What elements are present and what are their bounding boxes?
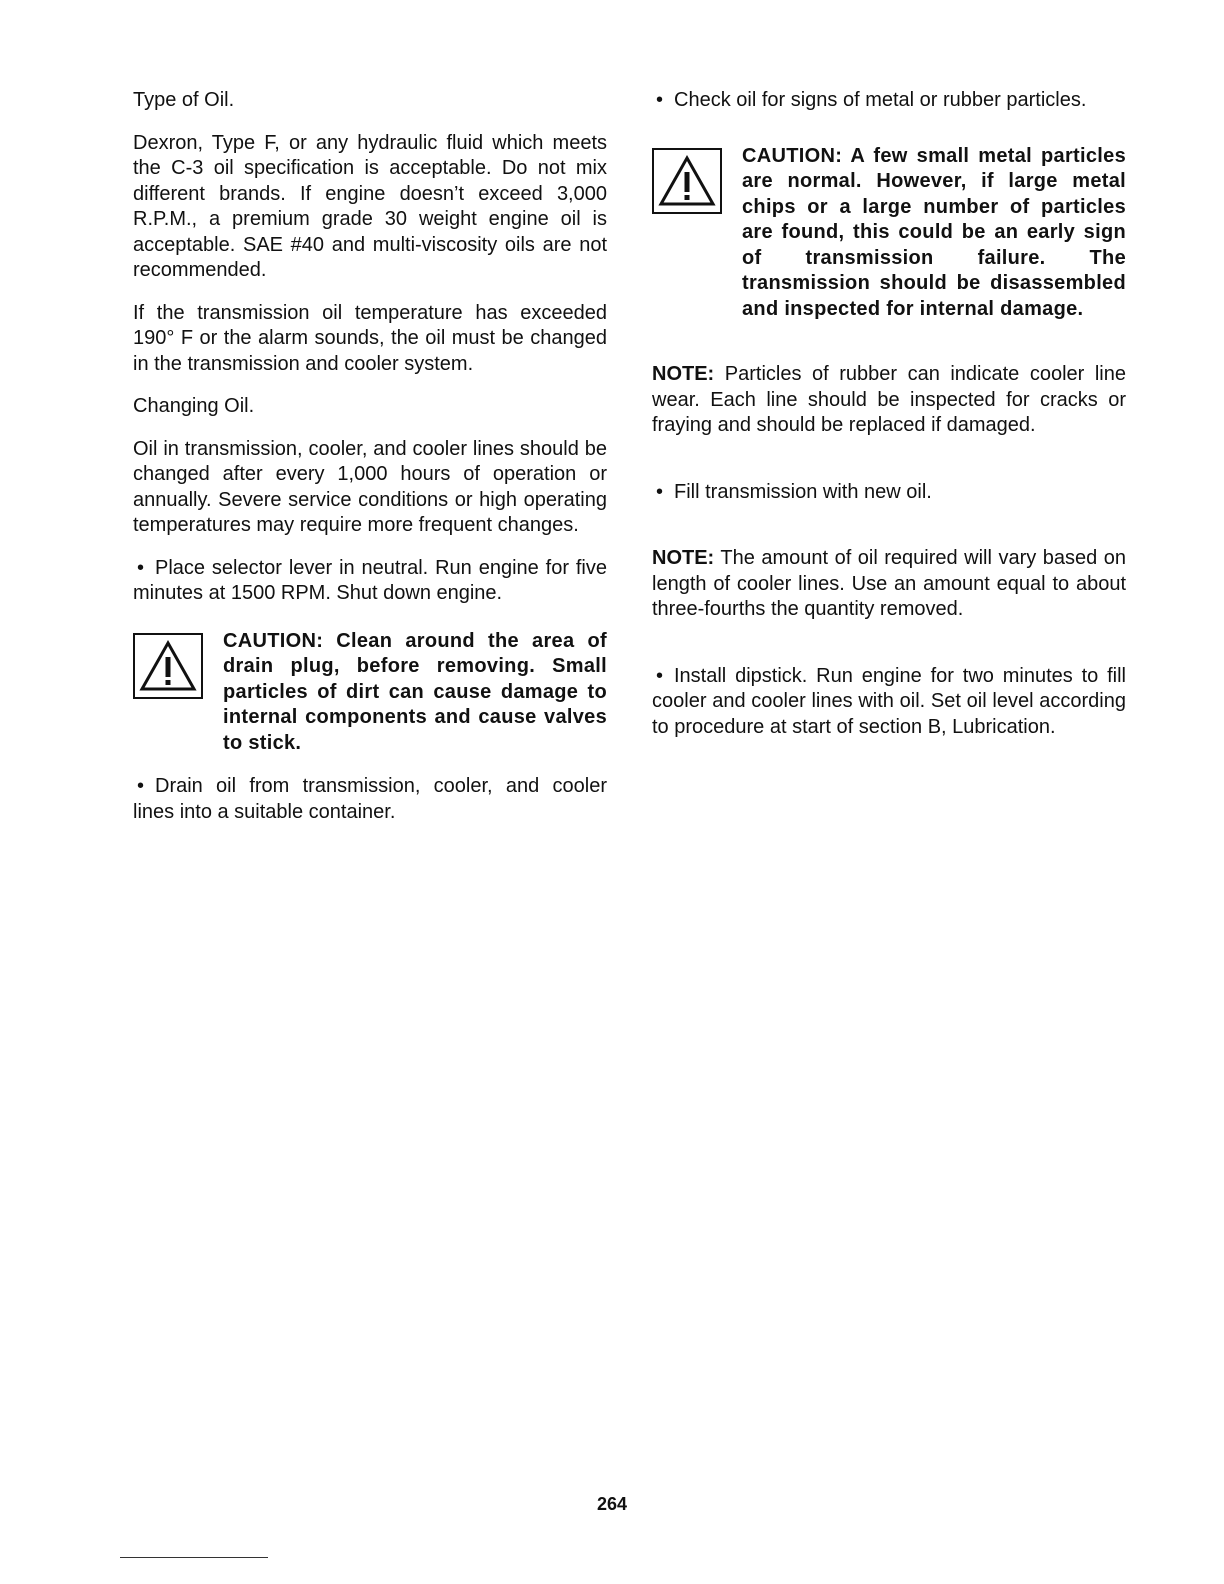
type-of-oil-paragraph: Dexron, Type F, or any hydraulic fluid which meets the C-3 oil specification is acceptable. Do not mix different brands. If engine doesn’t exceed 3,000 R.P.M., a premium grade 30 weight engine oil is acceptable. SAE #40 and multi-viscosity oils are not recommended. bbox=[133, 131, 607, 281]
note-label: NOTE: bbox=[652, 363, 715, 385]
spacer bbox=[652, 640, 1126, 664]
note-oil-amount bbox=[652, 546, 1126, 623]
warning-triangle-icon bbox=[133, 633, 203, 699]
bullet-check bbox=[652, 88, 1126, 114]
bullet-dot: • bbox=[137, 775, 145, 797]
left-column bbox=[133, 88, 607, 842]
bullet-dot: • bbox=[137, 556, 145, 579]
caution-particles-text: CAUTION: A few small metal particles are normal. However, if large metal chips or a large number of particles are found, this could be an early sign of transmission failure. The transmission should be disassembled and inspected for internal damage. bbox=[742, 144, 1126, 320]
bullet-fill bbox=[652, 480, 1126, 506]
warning-triangle-icon bbox=[652, 148, 722, 214]
spacer bbox=[652, 522, 1126, 546]
page-number: 264 bbox=[596, 1494, 628, 1514]
type-of-oil-heading: Type of Oil. bbox=[133, 89, 235, 111]
bullet-dot: • bbox=[656, 89, 664, 111]
bullet-neutral-text: Place selector lever in neutral. Run engine for five minutes at 1500 RPM. Shut down engine. bbox=[133, 556, 607, 604]
changing-oil-paragraph: Oil in transmission, cooler, and cooler lines should be changed after every 1,000 hours of operation or annually. Severe service conditions or high operating temperatures may require more frequent changes. bbox=[133, 437, 607, 536]
bullet-dot: • bbox=[656, 480, 664, 503]
bullet-fill-text: Fill transmission with new oil. bbox=[674, 480, 932, 503]
bullet-check-text: Check oil for signs of metal or rubber particles. bbox=[674, 89, 1087, 111]
bullet-dipstick bbox=[652, 664, 1126, 741]
bullet-dipstick-text: Install dipstick. Run engine for two minutes to fill cooler and cooler lines with oil. Set oil level according to procedure at start of section B, Lubrication. bbox=[652, 664, 1126, 738]
spacer bbox=[652, 456, 1126, 480]
changing-oil-heading: Changing Oil. bbox=[133, 395, 255, 417]
bullet-dot: • bbox=[656, 664, 664, 687]
bullet-drain bbox=[133, 774, 607, 825]
note-rubber-particles-text: Particles of rubber can indicate cooler line wear. Each line should be inspected for cracks or fraying and should be replaced if damaged. bbox=[652, 363, 1126, 436]
note-label: NOTE: bbox=[652, 547, 715, 569]
bullet-neutral bbox=[133, 556, 607, 607]
caution-particles-block bbox=[652, 144, 1126, 323]
caution-drain-plug-text: CAUTION: Clean around the area of drain plug, before removing. Small particles of dirt can cause damage to internal components and cause valves to stick. bbox=[223, 629, 607, 754]
right-column bbox=[652, 88, 1126, 757]
note-oil-amount-text: The amount of oil required will vary based on length of cooler lines. Use an amount equal to about three-fourths the quantity removed. bbox=[652, 547, 1126, 620]
caution-drain-plug-block bbox=[133, 629, 607, 757]
temperature-paragraph: If the transmission oil temperature has exceeded 190° F or the alarm sounds, the oil must be changed in the transmission and cooler system. bbox=[133, 301, 607, 375]
note-rubber-particles bbox=[652, 362, 1126, 439]
footer-rule bbox=[120, 1557, 268, 1558]
bullet-drain-text: Drain oil from transmission, cooler, and cooler lines into a suitable container. bbox=[133, 775, 607, 823]
